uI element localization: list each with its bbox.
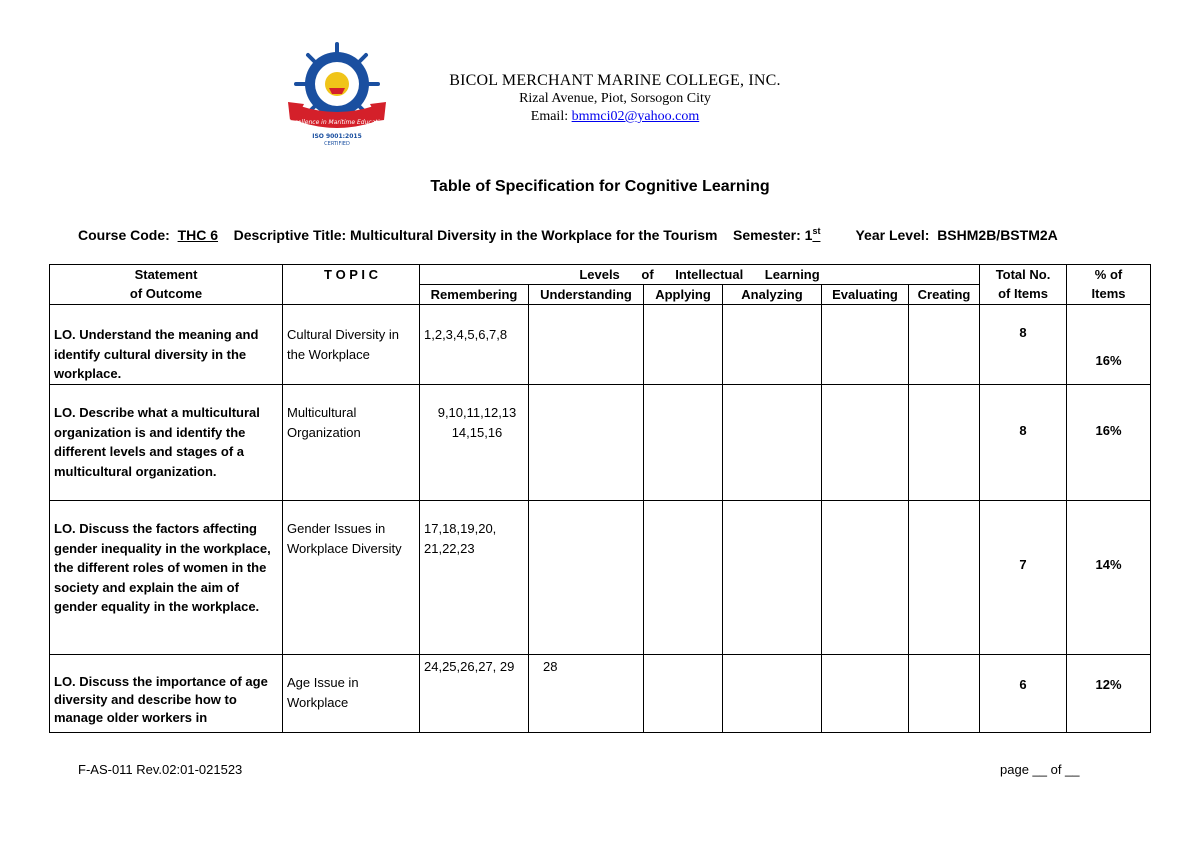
course-title-label: Descriptive Title: bbox=[233, 226, 347, 243]
creating-cell bbox=[909, 501, 980, 655]
year-level-value: BSHM2B/BSTM2A bbox=[937, 226, 1058, 243]
percent-cell: 16% bbox=[1067, 305, 1151, 385]
analyzing-cell bbox=[723, 655, 822, 733]
course-code: THC 6 bbox=[177, 226, 219, 243]
email-link[interactable]: bmmci02@yahoo.com bbox=[571, 109, 700, 124]
total-cell: 6 bbox=[980, 655, 1067, 733]
remembering-cell: 17,18,19,20, 21,22,23 bbox=[420, 501, 529, 655]
header-levels: Levels of Intellectual Learning bbox=[420, 265, 980, 285]
total-cell: 8 bbox=[980, 305, 1067, 385]
header-analyzing: Analyzing bbox=[723, 285, 822, 305]
logo-iso-text: ISO 9001:2015 bbox=[312, 133, 362, 140]
form-code: F-AS-011 Rev.02:01-021523 bbox=[78, 762, 243, 777]
applying-cell bbox=[644, 501, 723, 655]
logo-banner-text: Excellence in Maritime Education bbox=[287, 119, 387, 126]
outcome-cell: LO. Discuss the factors affecting gender inequality in the workplace, the different roles of women in the society and explain the aim of gender equality in the workplace. bbox=[50, 501, 283, 655]
outcome-cell: LO. Understand the meaning and identify cultural diversity in the workplace. bbox=[50, 305, 283, 385]
applying-cell bbox=[644, 385, 723, 501]
college-logo-icon bbox=[282, 42, 392, 152]
header-understanding: Understanding bbox=[529, 285, 644, 305]
applying-cell bbox=[644, 655, 723, 733]
table-row bbox=[50, 385, 1151, 501]
header-outcome: Statement of Outcome bbox=[50, 265, 283, 305]
remembering-cell: 24,25,26,27, 29 bbox=[420, 655, 529, 733]
college-address: Rizal Avenue, Piot, Sorsogon City bbox=[519, 91, 711, 106]
document-title: Table of Specification for Cognitive Learning bbox=[430, 178, 770, 195]
analyzing-cell bbox=[723, 501, 822, 655]
table-row bbox=[50, 655, 1151, 733]
creating-cell bbox=[909, 385, 980, 501]
topic-cell: Multicultural Organization bbox=[283, 385, 420, 501]
table-row bbox=[50, 305, 1151, 385]
header-topic: T O P I C bbox=[283, 265, 420, 305]
semester-label: Semester: bbox=[733, 226, 801, 243]
header-percent: % of Items bbox=[1067, 265, 1151, 305]
analyzing-cell bbox=[723, 385, 822, 501]
understanding-cell bbox=[529, 501, 644, 655]
table-header-row bbox=[50, 265, 1151, 285]
understanding-cell bbox=[529, 385, 644, 501]
header-applying: Applying bbox=[644, 285, 723, 305]
header-total: Total No. of Items bbox=[980, 265, 1067, 305]
logo-cert-text: CERTIFIED bbox=[324, 141, 350, 147]
header-creating: Creating bbox=[909, 285, 980, 305]
evaluating-cell bbox=[822, 305, 909, 385]
topic-cell: Cultural Diversity in the Workplace bbox=[283, 305, 420, 385]
evaluating-cell bbox=[822, 385, 909, 501]
evaluating-cell bbox=[822, 501, 909, 655]
total-cell: 7 bbox=[980, 501, 1067, 655]
outcome-cell: LO. Describe what a multicultural organization is and identify the different levels and stages of a multicultural organization. bbox=[50, 385, 283, 501]
email-label: Email: bbox=[530, 109, 572, 124]
header-remembering: Remembering bbox=[420, 285, 529, 305]
course-code-label: Course Code: bbox=[78, 226, 170, 243]
creating-cell bbox=[909, 305, 980, 385]
course-title: Multicultural Diversity in the Workplace for the Tourism bbox=[350, 226, 718, 243]
college-header bbox=[400, 72, 830, 126]
analyzing-cell bbox=[723, 305, 822, 385]
understanding-cell bbox=[529, 305, 644, 385]
remembering-cell: 1,2,3,4,5,6,7,8 bbox=[420, 305, 529, 385]
topic-cell: Gender Issues in Workplace Diversity bbox=[283, 501, 420, 655]
applying-cell bbox=[644, 305, 723, 385]
course-info-line bbox=[78, 226, 1058, 243]
creating-cell bbox=[909, 655, 980, 733]
semester-value: 1st bbox=[804, 226, 821, 243]
remembering-cell: 9,10,11,12,13 14,15,16 bbox=[420, 385, 529, 501]
table-row bbox=[50, 501, 1151, 655]
college-name: BICOL MERCHANT MARINE COLLEGE, INC. bbox=[449, 72, 781, 89]
percent-cell: 16% bbox=[1067, 385, 1151, 501]
percent-cell: 12% bbox=[1067, 655, 1151, 733]
page-number: page __ of __ bbox=[1000, 762, 1080, 777]
understanding-cell: 28 bbox=[529, 655, 644, 733]
college-email-line bbox=[400, 108, 830, 126]
topic-cell: Age Issue in Workplace bbox=[283, 655, 420, 733]
evaluating-cell bbox=[822, 655, 909, 733]
outcome-cell: LO. Discuss the importance of age diversity and describe how to manage older workers in bbox=[50, 655, 283, 733]
year-level-label: Year Level: bbox=[855, 226, 930, 243]
total-cell: 8 bbox=[980, 385, 1067, 501]
specification-table bbox=[49, 264, 1151, 733]
percent-cell: 14% bbox=[1067, 501, 1151, 655]
header-evaluating: Evaluating bbox=[822, 285, 909, 305]
